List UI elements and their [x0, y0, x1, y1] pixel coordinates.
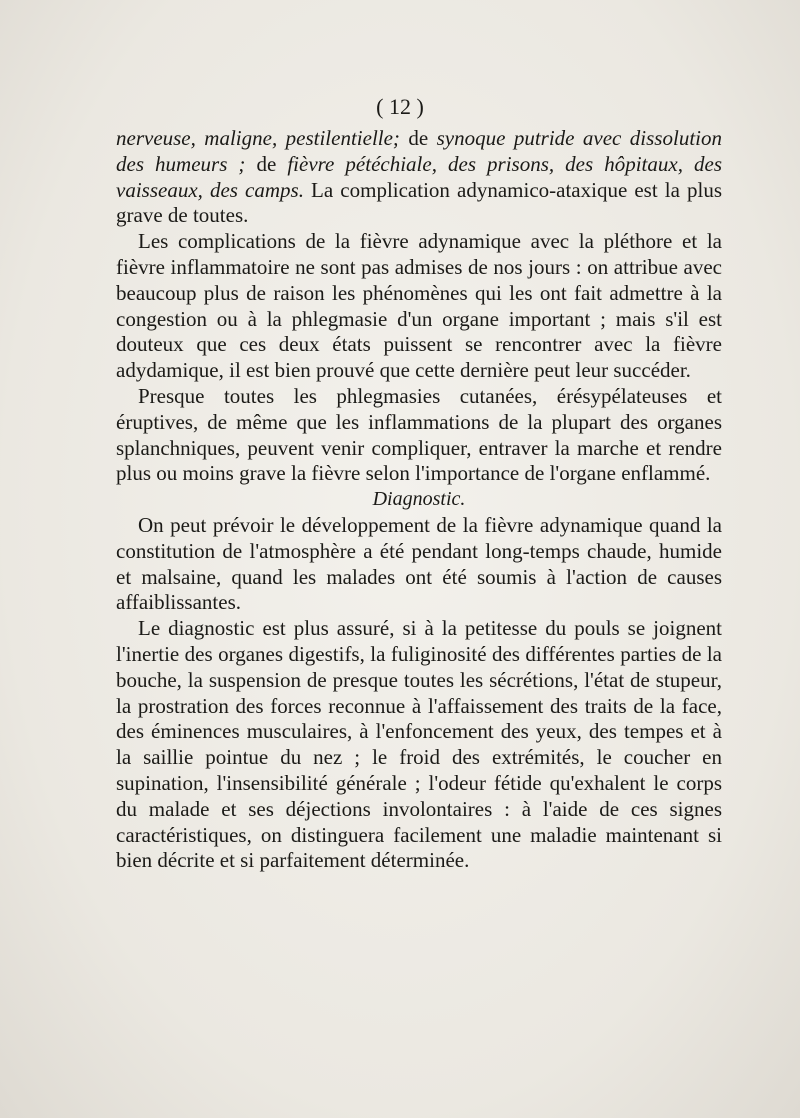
- text-run: La complication adynamico-ataxique est la plus grave de toutes.: [116, 177, 723, 228]
- italic-term: synoque putride avec dissolution des humeurs ;: [116, 126, 722, 176]
- paragraph-continued: [116, 126, 722, 229]
- section-heading: Diagnostic.: [372, 488, 466, 511]
- body-text: [116, 126, 722, 874]
- page-number: ( 12 ): [376, 94, 424, 119]
- italic-term: nerveuse, maligne, pestilentielle;: [116, 126, 400, 150]
- paragraph: Le diagnostic est plus assuré, si à la petitesse du pouls se joignent l'inertie des organes digestifs, la fuliginosité des différentes parties de la bouche, la suspension de presque toutes les sécrétions, l'état de stupeur, la prostration des forces reconnue à l'affaissement des traits de la face, des éminences musculaires, à l'enfoncement des yeux, des tempes et à la saillie pointue du nez ; le froid des extrémités, le coucher en supination, l'insensibilité générale ; l'odeur fétide qu'exhalent le corps du malade et ses déjections involontaires : à l'aide de ces signes caractéristiques, on distinguera facilement une maladie maintenant si bien décrite et si parfaitement déterminée.: [116, 616, 722, 873]
- italic-term: fièvre pétéchiale, des prisons, des hôpitaux, des vaisseaux, des camps.: [116, 151, 722, 202]
- text-run: de: [399, 126, 437, 150]
- paragraph: Presque toutes les phlegmasies cutanées, érésypélateuses et éruptives, de même que les inflammations de la plupart des organes splanchniques, peuvent venir compliquer, entraver la marche et rendre plus ou moins grave la fièvre selon l'importance de l'organe enflammé.: [116, 383, 722, 486]
- paragraph: Les complications de la fièvre adynamique avec la pléthore et la fièvre inflammatoire ne sont pas admises de nos jours : on attribue avec beaucoup plus de raison les phénomènes qui les ont fait admettre à la congestion ou à la phlegmasie d'un organe important ; mais s'il est douteux que ces deux états puissent se rencontrer avec la fièvre adydamique, il est bien prouvé que cette dernière peut leur succéder.: [116, 229, 722, 383]
- paragraph: On peut prévoir le développement de la fièvre adynamique quand la constitution de l'atmosphère a été pendant long-temps chaude, humide et malsaine, quand les malades ont été soumis à l'action de causes affaiblissantes.: [116, 512, 722, 615]
- text-run: de: [245, 151, 288, 176]
